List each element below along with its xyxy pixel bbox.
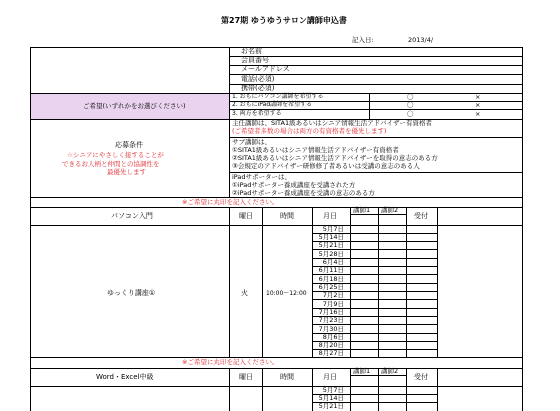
circle-note-2: ※ご希望に丸印を記入ください。 [182, 358, 279, 366]
col-lecturer-2: 講師2 [381, 206, 399, 214]
col-divider [262, 368, 263, 411]
pref-divider [369, 93, 370, 119]
main-lecturer-note: (ご希望者多数の場合は両方の有資格者を優先します) [232, 127, 387, 135]
course1-section: パソコン入門 [111, 212, 153, 220]
course1-date: 7月23日 [318, 316, 344, 324]
field-email-label: メールアドレス [241, 65, 290, 73]
row-line [229, 56, 522, 57]
option-1-circle[interactable]: 〇 [407, 93, 414, 101]
col-divider [262, 207, 263, 357]
row-line [30, 368, 522, 369]
main-lecturer-text: 主任講師は、SITA1級あるいはシニア情報生活アドバイザー有資格者 [232, 119, 432, 127]
course1-date: 8月6日 [322, 333, 344, 341]
course2-section: Word・Excel中級 [96, 373, 154, 381]
frame-top [30, 47, 522, 48]
col-divider [229, 207, 230, 357]
preference-option-1: 1. おもにパソコン講師を希望する [232, 93, 324, 100]
ipad-supporter-title: iPadサポーターは、 [232, 173, 292, 181]
option-1-cross[interactable]: × [475, 93, 481, 101]
field-name-label: お名前 [241, 47, 262, 55]
course2-date: 5月14日 [318, 394, 344, 402]
course1-time: 10:00～12:00 [266, 290, 307, 297]
course1-date: 6月18日 [318, 275, 344, 283]
col-time: 時間 [280, 212, 294, 220]
col-day: 曜日 [239, 212, 253, 220]
date-value: 2013/4/ [408, 36, 434, 44]
course1-date: 7月30日 [318, 325, 344, 333]
row-line [30, 386, 522, 387]
frame-right [522, 47, 523, 411]
course1-name: ゆっくり講座① [107, 289, 156, 297]
option-2-circle[interactable]: 〇 [407, 101, 414, 109]
col-divider [378, 207, 379, 357]
course1-date: 5月7日 [322, 225, 344, 233]
course1-date: 8月20日 [318, 341, 344, 349]
row-line [30, 207, 522, 208]
course1-date: 7月9日 [322, 300, 344, 308]
field-mobile-label: 携帯(必須) [241, 84, 275, 92]
col-date: 月日 [323, 212, 337, 220]
ipad-supporter-cond-1: ①iPadサポーター養成講座を受講された方 [232, 181, 356, 189]
preference-option-2: 2. おもにiPad講師を希望する [232, 101, 313, 108]
col-lecturer-1: 講師1 [353, 206, 371, 214]
option-2-cross[interactable]: × [475, 101, 481, 109]
col-divider [437, 207, 438, 357]
col-lecturer-1-2: 講師1 [353, 367, 371, 375]
option-3-circle[interactable]: 〇 [407, 110, 414, 118]
conditions-note-3: 最優先します [107, 168, 146, 176]
course1-date: 6月25日 [318, 283, 344, 291]
col-reception: 受付 [414, 212, 428, 220]
col-date-2: 月日 [323, 373, 337, 381]
row-line [350, 375, 406, 376]
date-label: 記入日: [352, 36, 374, 44]
col-lecturer-2-2: 講師2 [381, 367, 399, 375]
row-line [350, 214, 406, 215]
course2-date: 5月21日 [318, 402, 344, 410]
course1-day: 火 [241, 289, 248, 297]
col-day-2: 曜日 [239, 373, 253, 381]
course1-date: 6月4日 [322, 258, 344, 266]
conditions-note-2: できるお人柄と仲間との協調性を [62, 160, 160, 168]
sub-lecturer-cond-1: ①SITA1級あるいはシニア情報生活アドバイザー有資格者 [232, 146, 399, 154]
field-phone-label: 電話(必須) [241, 75, 275, 83]
sub-lecturer-title: サブ講師は、 [232, 138, 271, 146]
field-member-no-label: 会員番号 [241, 56, 269, 64]
conditions-note-1: ☆シニアにやさしく接することが [67, 151, 164, 159]
col-time-2: 時間 [280, 373, 294, 381]
circle-note-1: ※ご希望に丸印を記入ください。 [182, 198, 279, 206]
option-3-cross[interactable]: × [475, 110, 481, 118]
course1-date: 5月28日 [318, 250, 344, 258]
course1-date: 8月27日 [318, 349, 344, 357]
form-title: 第27期 ゆうゆうサロン講師申込書 [221, 16, 347, 25]
preference-option-3: 3. 両方を希望する [232, 110, 282, 117]
col-divider [312, 207, 313, 357]
col-divider [229, 368, 230, 411]
course1-date: 5月14日 [318, 233, 344, 241]
col-divider [406, 207, 407, 357]
col-divider [437, 368, 438, 411]
course1-date: 6月11日 [318, 266, 344, 274]
course1-date: 5月21日 [318, 241, 344, 249]
course1-date: 7月16日 [318, 308, 344, 316]
row-line [30, 225, 522, 226]
col-reception-2: 受付 [414, 373, 428, 381]
label-divider [229, 47, 230, 197]
course1-date: 7月2日 [322, 291, 344, 299]
sub-lecturer-cond-2: ②SITA1級あるいはシニア情報生活アドバイザーを取得の意志のある方 [232, 154, 438, 162]
row-line [229, 137, 522, 138]
course2-date: 5月7日 [322, 386, 344, 394]
col-divider [406, 368, 407, 411]
preference-label: ご希望(いずれかをお選びください) [83, 102, 186, 110]
sub-lecturer-cond-3: ③会規定のアドバイザー研修修了者あるいは受講の意志のある人 [232, 162, 420, 170]
col-divider [312, 368, 313, 411]
conditions-label: 応募条件 [115, 141, 143, 149]
col-divider [350, 207, 351, 357]
ipad-supporter-cond-2: ②iPadサポーター養成講座を受講の意志のある方 [232, 189, 375, 197]
